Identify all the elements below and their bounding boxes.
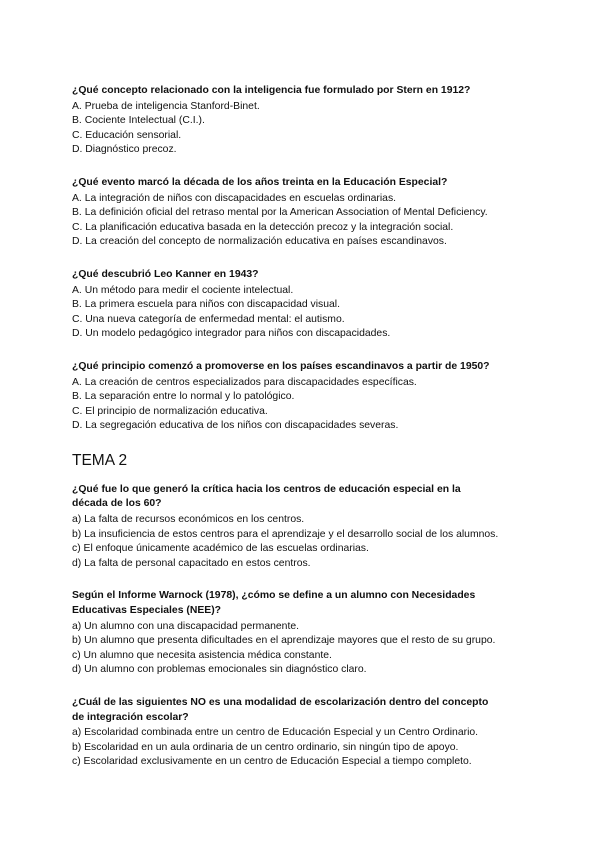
question-text: ¿Qué principio comenzó a promoverse en los países escandinavos a partir de 1950?: [72, 360, 490, 372]
option-d: D. La creación del concepto de normalización educativa en países escandinavos.: [72, 236, 447, 248]
option-d: d) La falta de personal capacitado en estos centros.: [72, 557, 311, 569]
option-c: c) Escolaridad exclusivamente en un centro de Educación Especial a tiempo completo.: [72, 756, 472, 768]
option-b: b) Escolaridad en un aula ordinaria de un centro ordinario, sin ningún tipo de apoyo.: [72, 741, 459, 753]
question-line-2: Educativas Especiales (NEE)?: [72, 605, 221, 617]
question-block: [72, 176, 532, 250]
question-block: [72, 483, 532, 572]
question-text: [72, 589, 532, 618]
question-block: [72, 696, 532, 770]
option-a: a) Un alumno con una discapacidad permanente.: [72, 620, 300, 632]
option-c: c) El enfoque únicamente académico de las escuelas ordinarias.: [72, 543, 369, 555]
question-line-1: Según el Informe Warnock (1978), ¿cómo se define a un alumno con Necesidades: [72, 590, 476, 602]
question-text: ¿Qué evento marcó la década de los años treinta en la Educación Especial?: [72, 176, 448, 188]
question-line-1: ¿Qué fue lo que generó la crítica hacia los centros de educación especial en la: [72, 483, 461, 495]
section-heading: TEMA 2: [72, 451, 128, 469]
option-d: D. La segregación educativa de los niños con discapacidades severas.: [72, 420, 399, 432]
question-text: ¿Qué descubrió Leo Kanner en 1943?: [72, 268, 259, 280]
option-c: C. El principio de normalización educativa.: [72, 405, 268, 417]
question-block: [72, 84, 532, 158]
option-c: C. La planificación educativa basada en la detección precoz y la integración social.: [72, 221, 454, 233]
option-b: b) La insuficiencia de estos centros para el aprendizaje y el desarrollo social de los alumnos.: [72, 528, 499, 540]
question-line-1: ¿Cuál de las siguientes NO es una modalidad de escolarización dentro del concepto: [72, 697, 489, 708]
question-text: ¿Qué concepto relacionado con la inteligencia fue formulado por Stern en 1912?: [72, 85, 471, 96]
options-list: [72, 376, 532, 434]
options-list: [72, 513, 532, 571]
option-a: A. La integración de niños con discapacidades en escuelas ordinarias.: [72, 192, 397, 204]
option-a: a) Escolaridad combinada entre un centro de Educación Especial y un Centro Ordinario.: [72, 727, 479, 739]
option-d: d) Un alumno con problemas emocionales sin diagnóstico claro.: [72, 664, 367, 676]
option-a: A. Un método para medir el cociente intelectual.: [72, 284, 294, 296]
question-text: [72, 483, 532, 512]
question-block: [72, 360, 532, 434]
option-d: D. Diagnóstico precoz.: [72, 144, 177, 156]
options-list: [72, 726, 532, 770]
question-block: [72, 268, 532, 342]
option-c: C. Una nueva categoría de enfermedad mental: el autismo.: [72, 313, 345, 325]
option-c: C. Educación sensorial.: [72, 129, 182, 141]
option-b: b) Un alumno que presenta dificultades en el aprendizaje mayores que el resto de su grupo.: [72, 635, 496, 647]
question-block: [72, 589, 532, 678]
question-text: [72, 696, 532, 725]
option-b: B. Cociente Intelectual (C.I.).: [72, 115, 205, 127]
question-line-2: de integración escolar?: [72, 711, 189, 723]
options-list: [72, 100, 532, 158]
option-d: D. Un modelo pedagógico integrador para niños con discapacidades.: [72, 328, 391, 340]
options-list: [72, 620, 532, 678]
option-b: B. La separación entre lo normal y lo patológico.: [72, 391, 295, 403]
options-list: [72, 284, 532, 342]
option-a: a) La falta de recursos económicos en los centros.: [72, 514, 305, 526]
option-b: B. La definición oficial del retraso mental por la American Association of Mental Deficiency.: [72, 207, 488, 219]
option-a: A. La creación de centros especializados para discapacidades específicas.: [72, 376, 417, 388]
document-page: [72, 84, 532, 788]
options-list: [72, 192, 532, 250]
option-c: c) Un alumno que necesita asistencia médica constante.: [72, 649, 332, 661]
option-a: A. Prueba de inteligencia Stanford-Binet.: [72, 100, 260, 112]
option-b: B. La primera escuela para niños con discapacidad visual.: [72, 299, 341, 311]
question-line-2: década de los 60?: [72, 498, 162, 510]
